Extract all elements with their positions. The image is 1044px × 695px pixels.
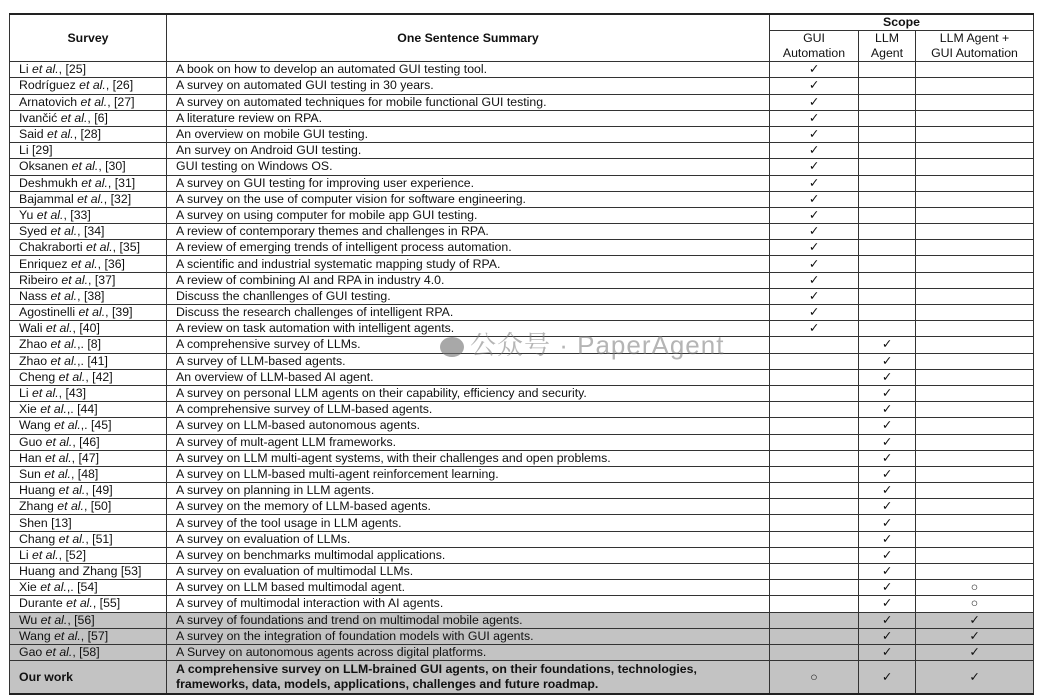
- llm-agent-mark: [859, 159, 916, 175]
- survey-cell: Sun et al., [48]: [10, 466, 167, 482]
- table-row: [10, 288, 1034, 304]
- llm-agent-gui-automation-mark: [916, 515, 1034, 531]
- gui-automation-mark: ✓: [770, 110, 859, 126]
- gui-automation-mark: ✓: [770, 94, 859, 110]
- summary-cell: A survey on automated techniques for mobile functional GUI testing.: [167, 94, 770, 110]
- gui-automation-mark: ✓: [770, 224, 859, 240]
- header-gui-automation: GUI Automation: [770, 31, 859, 62]
- llm-agent-gui-automation-mark: [916, 305, 1034, 321]
- survey-cell: Ribeiro et al., [37]: [10, 272, 167, 288]
- llm-agent-gui-automation-mark: [916, 94, 1034, 110]
- llm-agent-gui-automation-mark: [916, 288, 1034, 304]
- llm-agent-gui-automation-mark: [916, 434, 1034, 450]
- llm-agent-mark: ✓: [859, 596, 916, 612]
- summary-cell: An survey on Android GUI testing.: [167, 143, 770, 159]
- llm-agent-mark: ✓: [859, 450, 916, 466]
- header-scope: Scope: [770, 14, 1034, 31]
- gui-automation-mark: [770, 466, 859, 482]
- table-row: [10, 175, 1034, 191]
- summary-cell: A review of emerging trends of intelligent process automation.: [167, 240, 770, 256]
- table-row: [10, 126, 1034, 142]
- survey-cell: Oksanen et al., [30]: [10, 159, 167, 175]
- llm-agent-mark: ✓: [859, 580, 916, 596]
- table-row: [10, 337, 1034, 353]
- survey-cell: Syed et al., [34]: [10, 224, 167, 240]
- llm-agent-mark: [859, 272, 916, 288]
- summary-cell: A survey of foundations and trend on multimodal mobile agents.: [167, 612, 770, 628]
- llm-agent-gui-automation-mark: [916, 337, 1034, 353]
- summary-cell: A review of combining AI and RPA in industry 4.0.: [167, 272, 770, 288]
- llm-agent-mark: ✓: [859, 564, 916, 580]
- summary-cell: A survey on evaluation of LLMs.: [167, 531, 770, 547]
- survey-cell: Gao et al., [58]: [10, 644, 167, 660]
- table-body: [10, 62, 1034, 661]
- gui-automation-mark: ✓: [770, 207, 859, 223]
- table-row: [10, 499, 1034, 515]
- llm-agent-mark: [859, 256, 916, 272]
- survey-cell: Enriquez et al., [36]: [10, 256, 167, 272]
- llm-agent-mark: ✓: [859, 337, 916, 353]
- llm-agent-mark: ✓: [859, 418, 916, 434]
- gui-automation-mark: [770, 337, 859, 353]
- llm-agent-gui-automation-mark: [916, 564, 1034, 580]
- llm-agent-mark: ✓: [859, 499, 916, 515]
- llm-agent-gui-automation-mark: ○: [916, 580, 1034, 596]
- summary-cell: A scientific and industrial systematic mapping study of RPA.: [167, 256, 770, 272]
- summary-cell: A survey of mult-agent LLM frameworks.: [167, 434, 770, 450]
- survey-cell: Zhang et al., [50]: [10, 499, 167, 515]
- table-row: [10, 143, 1034, 159]
- header-survey: Survey: [10, 14, 167, 62]
- survey-cell: Wang et al., [57]: [10, 628, 167, 644]
- gui-automation-mark: [770, 644, 859, 660]
- survey-cell: Li et al., [25]: [10, 62, 167, 78]
- llm-agent-mark: ✓: [859, 547, 916, 563]
- llm-agent-gui-automation-mark: [916, 418, 1034, 434]
- llm-agent-gui-automation-mark: [916, 159, 1034, 175]
- gui-automation-mark: ✓: [770, 321, 859, 337]
- summary-cell: An overview of LLM-based AI agent.: [167, 369, 770, 385]
- survey-cell: Li et al., [43]: [10, 385, 167, 401]
- llm-agent-mark: ✓: [859, 353, 916, 369]
- gui-automation-mark: ✓: [770, 288, 859, 304]
- llm-agent-gui-automation-mark: [916, 143, 1034, 159]
- survey-comparison-table: [9, 13, 1034, 695]
- summary-cell: A survey on the memory of LLM-based agents.: [167, 499, 770, 515]
- survey-cell: Rodríguez et al., [26]: [10, 78, 167, 94]
- gui-automation-mark: [770, 547, 859, 563]
- survey-cell: Chakraborti et al., [35]: [10, 240, 167, 256]
- survey-cell: Wu et al., [56]: [10, 612, 167, 628]
- gui-automation-mark: [770, 353, 859, 369]
- survey-cell: Cheng et al., [42]: [10, 369, 167, 385]
- llm-agent-gui-automation-mark: [916, 450, 1034, 466]
- llm-agent-mark: ✓: [859, 628, 916, 644]
- llm-agent-gui-automation-mark: [916, 369, 1034, 385]
- summary-cell: A survey of multimodal interaction with AI agents.: [167, 596, 770, 612]
- llm-agent-gui-automation-mark: [916, 110, 1034, 126]
- llm-agent-gui-automation-mark: [916, 402, 1034, 418]
- table-row: [10, 272, 1034, 288]
- table-row: [10, 110, 1034, 126]
- table-row-our-work: [10, 661, 1034, 695]
- summary-cell: A survey on LLM-based autonomous agents.: [167, 418, 770, 434]
- table-row: [10, 483, 1034, 499]
- gui-automation-mark: [770, 499, 859, 515]
- survey-cell: Arnatovich et al., [27]: [10, 94, 167, 110]
- table-row: [10, 224, 1034, 240]
- survey-cell: Our work: [10, 661, 167, 695]
- summary-cell: A review of contemporary themes and challenges in RPA.: [167, 224, 770, 240]
- survey-cell: Xie et al.,. [54]: [10, 580, 167, 596]
- survey-cell: Xie et al.,. [44]: [10, 402, 167, 418]
- survey-cell: Huang and Zhang [53]: [10, 564, 167, 580]
- summary-cell: A survey on LLM based multimodal agent.: [167, 580, 770, 596]
- llm-agent-gui-automation-mark: [916, 321, 1034, 337]
- summary-cell: A comprehensive survey on LLM-brained GUI agents, on their foundations, technologies, frameworks, data, models, applications, challenges and future roadmap.: [167, 661, 770, 695]
- llm-agent-mark: [859, 175, 916, 191]
- table-row: [10, 515, 1034, 531]
- llm-agent-mark: [859, 224, 916, 240]
- llm-agent-gui-automation-mark: ○: [916, 596, 1034, 612]
- survey-cell: Zhao et al.,. [41]: [10, 353, 167, 369]
- table-row: [10, 547, 1034, 563]
- llm-agent-mark: [859, 191, 916, 207]
- survey-cell: Guo et al., [46]: [10, 434, 167, 450]
- table-row: [10, 321, 1034, 337]
- survey-cell: Deshmukh et al., [31]: [10, 175, 167, 191]
- header-llm-agent: LLM Agent: [859, 31, 916, 62]
- summary-cell: A survey on the use of computer vision for software engineering.: [167, 191, 770, 207]
- survey-cell: Zhao et al.,. [8]: [10, 337, 167, 353]
- llm-agent-mark: [859, 288, 916, 304]
- gui-automation-mark: ✓: [770, 191, 859, 207]
- gui-automation-mark: [770, 580, 859, 596]
- gui-automation-mark: [770, 515, 859, 531]
- summary-cell: GUI testing on Windows OS.: [167, 159, 770, 175]
- summary-cell: A survey on the integration of foundation models with GUI agents.: [167, 628, 770, 644]
- table-row: [10, 450, 1034, 466]
- llm-agent-gui-automation-mark: [916, 126, 1034, 142]
- gui-automation-mark: [770, 564, 859, 580]
- llm-agent-mark: [859, 110, 916, 126]
- gui-automation-mark: [770, 628, 859, 644]
- llm-agent-gui-automation-mark: [916, 240, 1034, 256]
- summary-cell: A survey on automated GUI testing in 30 years.: [167, 78, 770, 94]
- summary-cell: A survey on benchmarks multimodal applications.: [167, 547, 770, 563]
- summary-cell: A survey of the tool usage in LLM agents.: [167, 515, 770, 531]
- summary-cell: A book on how to develop an automated GUI testing tool.: [167, 62, 770, 78]
- llm-agent-gui-automation-mark: [916, 483, 1034, 499]
- llm-agent-mark: ✓: [859, 402, 916, 418]
- gui-automation-mark: [770, 596, 859, 612]
- table-row: [10, 531, 1034, 547]
- survey-cell: Said et al., [28]: [10, 126, 167, 142]
- gui-automation-mark: ✓: [770, 126, 859, 142]
- survey-cell: Huang et al., [49]: [10, 483, 167, 499]
- table-row: [10, 466, 1034, 482]
- llm-agent-mark: [859, 207, 916, 223]
- llm-agent-gui-automation-mark: [916, 62, 1034, 78]
- table-row: [10, 628, 1034, 644]
- llm-agent-gui-automation-mark: [916, 175, 1034, 191]
- llm-agent-gui-automation-mark: ✓: [916, 612, 1034, 628]
- gui-automation-mark: [770, 531, 859, 547]
- llm-agent-gui-automation-mark: [916, 78, 1034, 94]
- table-row: [10, 434, 1034, 450]
- table-row: [10, 418, 1034, 434]
- survey-cell: Wali et al., [40]: [10, 321, 167, 337]
- summary-cell: A survey on evaluation of multimodal LLMs.: [167, 564, 770, 580]
- llm-agent-gui-automation-mark: [916, 466, 1034, 482]
- llm-agent-gui-automation-mark: [916, 385, 1034, 401]
- gui-automation-mark: ✓: [770, 78, 859, 94]
- survey-cell: Ivančić et al., [6]: [10, 110, 167, 126]
- llm-agent-gui-automation-mark: [916, 256, 1034, 272]
- gui-automation-mark: ✓: [770, 62, 859, 78]
- table-row: [10, 159, 1034, 175]
- survey-cell: Durante et al., [55]: [10, 596, 167, 612]
- summary-cell: A literature review on RPA.: [167, 110, 770, 126]
- table-row: [10, 240, 1034, 256]
- watermark: 公众号 · PaperAgent: [440, 330, 724, 360]
- summary-cell: A survey on LLM-based multi-agent reinforcement learning.: [167, 466, 770, 482]
- gui-automation-mark: ✓: [770, 240, 859, 256]
- summary-cell: A survey of LLM-based agents.: [167, 353, 770, 369]
- survey-cell: Han et al., [47]: [10, 450, 167, 466]
- summary-cell: A comprehensive survey of LLMs.: [167, 337, 770, 353]
- table-row: [10, 385, 1034, 401]
- table-row: [10, 305, 1034, 321]
- gui-automation-mark: ✓: [770, 143, 859, 159]
- table-row: [10, 78, 1034, 94]
- table-row: [10, 644, 1034, 660]
- llm-agent-gui-automation-mark: [916, 499, 1034, 515]
- llm-agent-mark: ✓: [859, 531, 916, 547]
- gui-automation-mark: [770, 418, 859, 434]
- llm-agent-mark: [859, 321, 916, 337]
- llm-agent-gui-automation-mark: [916, 224, 1034, 240]
- table-row: [10, 191, 1034, 207]
- summary-cell: A survey on using computer for mobile app GUI testing.: [167, 207, 770, 223]
- summary-cell: A review on task automation with intelligent agents.: [167, 321, 770, 337]
- llm-agent-mark: [859, 78, 916, 94]
- header-summary: One Sentence Summary: [167, 14, 770, 62]
- summary-cell: A survey on GUI testing for improving user experience.: [167, 175, 770, 191]
- gui-automation-mark: ✓: [770, 272, 859, 288]
- table-row: [10, 94, 1034, 110]
- gui-automation-mark: ✓: [770, 256, 859, 272]
- gui-automation-mark: ✓: [770, 159, 859, 175]
- survey-cell: Chang et al., [51]: [10, 531, 167, 547]
- llm-agent-mark: ✓: [859, 644, 916, 660]
- summary-cell: Discuss the research challenges of intelligent RPA.: [167, 305, 770, 321]
- llm-agent-mark: [859, 126, 916, 142]
- survey-cell: Agostinelli et al., [39]: [10, 305, 167, 321]
- survey-cell: Shen [13]: [10, 515, 167, 531]
- table-row: [10, 564, 1034, 580]
- table-row: [10, 369, 1034, 385]
- gui-automation-mark: [770, 434, 859, 450]
- table-row: [10, 580, 1034, 596]
- gui-automation-mark: [770, 369, 859, 385]
- table-row: [10, 207, 1034, 223]
- llm-agent-mark: [859, 143, 916, 159]
- llm-agent-mark: [859, 240, 916, 256]
- table-row: [10, 353, 1034, 369]
- gui-automation-mark: ○: [770, 661, 859, 695]
- llm-agent-mark: ✓: [859, 515, 916, 531]
- llm-agent-mark: ✓: [859, 385, 916, 401]
- llm-agent-mark: [859, 62, 916, 78]
- llm-agent-gui-automation-mark: [916, 207, 1034, 223]
- summary-cell: A Survey on autonomous agents across digital platforms.: [167, 644, 770, 660]
- llm-agent-gui-automation-mark: [916, 353, 1034, 369]
- gui-automation-mark: [770, 385, 859, 401]
- llm-agent-mark: ✓: [859, 434, 916, 450]
- llm-agent-mark: [859, 305, 916, 321]
- llm-agent-gui-automation-mark: [916, 547, 1034, 563]
- gui-automation-mark: ✓: [770, 175, 859, 191]
- header-llm-agent-gui-automation: LLM Agent + GUI Automation: [916, 31, 1034, 62]
- gui-automation-mark: [770, 483, 859, 499]
- summary-cell: A survey on personal LLM agents on their capability, efficiency and security.: [167, 385, 770, 401]
- llm-agent-mark: ✓: [859, 612, 916, 628]
- summary-cell: A survey on LLM multi-agent systems, with their challenges and open problems.: [167, 450, 770, 466]
- llm-agent-gui-automation-mark: [916, 531, 1034, 547]
- survey-cell: Bajammal et al., [32]: [10, 191, 167, 207]
- gui-automation-mark: ✓: [770, 305, 859, 321]
- llm-agent-gui-automation-mark: [916, 191, 1034, 207]
- summary-cell: An overview on mobile GUI testing.: [167, 126, 770, 142]
- llm-agent-gui-automation-mark: ✓: [916, 628, 1034, 644]
- survey-cell: Yu et al., [33]: [10, 207, 167, 223]
- llm-agent-mark: ✓: [859, 466, 916, 482]
- survey-cell: Li et al., [52]: [10, 547, 167, 563]
- table-row: [10, 402, 1034, 418]
- llm-agent-mark: [859, 94, 916, 110]
- llm-agent-gui-automation-mark: ✓: [916, 644, 1034, 660]
- table-row: [10, 62, 1034, 78]
- llm-agent-gui-automation-mark: ✓: [916, 661, 1034, 695]
- summary-cell: Discuss the chanllenges of GUI testing.: [167, 288, 770, 304]
- survey-cell: Li [29]: [10, 143, 167, 159]
- summary-cell: A comprehensive survey of LLM-based agents.: [167, 402, 770, 418]
- gui-automation-mark: [770, 450, 859, 466]
- survey-cell: Wang et al.,. [45]: [10, 418, 167, 434]
- llm-agent-mark: ✓: [859, 661, 916, 695]
- gui-automation-mark: [770, 612, 859, 628]
- survey-cell: Nass et al., [38]: [10, 288, 167, 304]
- llm-agent-gui-automation-mark: [916, 272, 1034, 288]
- table-row: [10, 612, 1034, 628]
- summary-cell: A survey on planning in LLM agents.: [167, 483, 770, 499]
- gui-automation-mark: [770, 402, 859, 418]
- llm-agent-mark: ✓: [859, 369, 916, 385]
- table-row: [10, 596, 1034, 612]
- llm-agent-mark: ✓: [859, 483, 916, 499]
- table-row: [10, 256, 1034, 272]
